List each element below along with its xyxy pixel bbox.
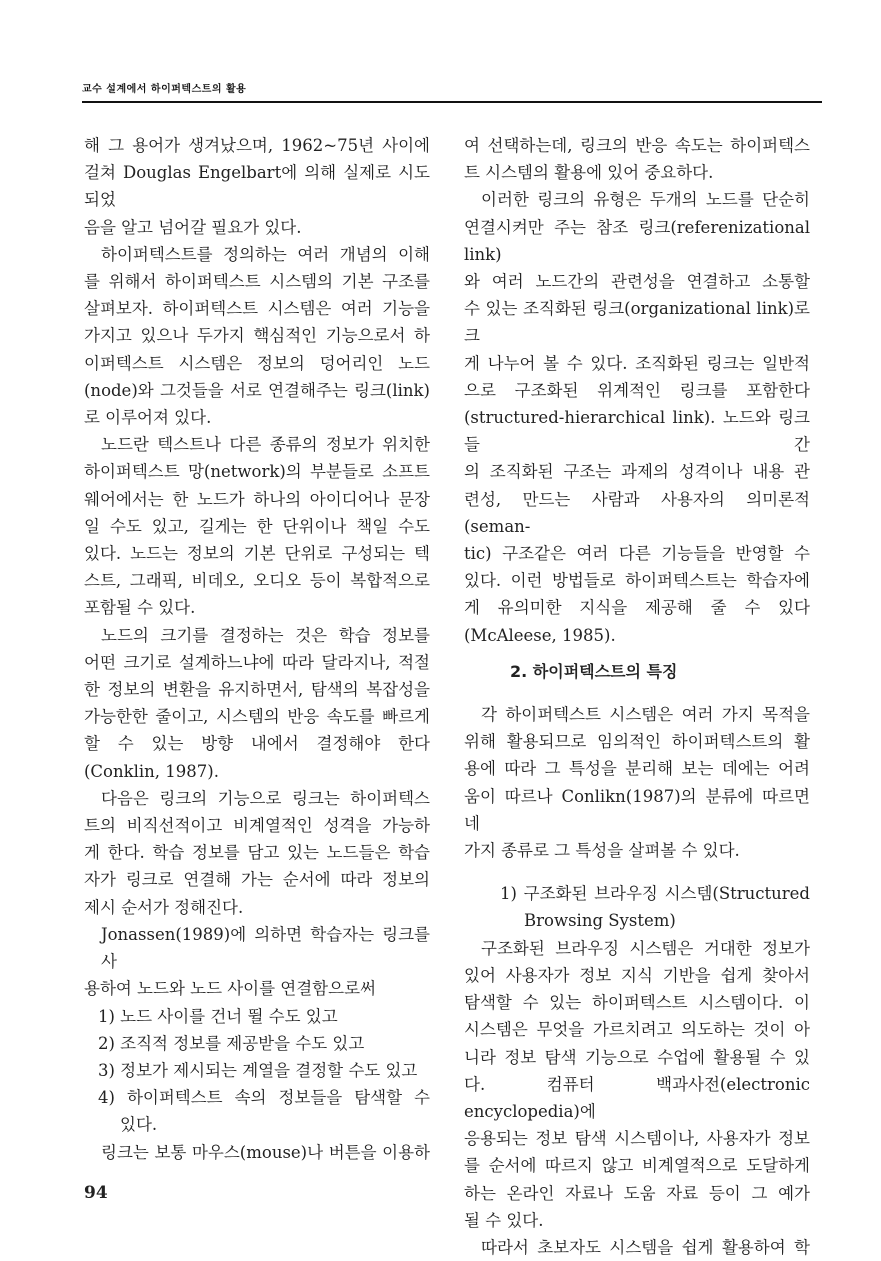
text-line: 있다. 노드는 정보의 기본 단위로 구성되는 텍	[84, 544, 430, 564]
text-line: 하는 온라인 자료나 도움 자료 등이 그 예가	[464, 1183, 810, 1203]
text-line: 게 한다. 학습 정보를 담고 있는 노드들은 학습	[84, 843, 430, 863]
text-line: 스트, 그래픽, 비데오, 오디오 등이 복합적으로	[84, 571, 430, 591]
text-line: 어떤 크기로 설계하느냐에 따라 달라지나, 적절	[84, 652, 430, 672]
text-line: 를 위해서 하이퍼텍스트 시스템의 기본 구조를	[84, 272, 430, 292]
text-line: 시스템은 무엇을 가르치려고 의도하는 것이 아	[464, 1020, 810, 1040]
text-line: 움이 따르나 Conlikn(1987)의 분류에 따르면 네	[464, 786, 810, 833]
text-line: 하이퍼텍스트 망(network)의 부분들로 소프트	[84, 462, 430, 482]
text-line: 용에 따라 그 특성을 분리해 보는 데에는 어려	[464, 759, 810, 779]
text-line: 각 하이퍼텍스트 시스템은 여러 가지 목적을	[481, 705, 810, 725]
text-line: 웨어에서는 한 노드가 하나의 아이디어나 문장	[84, 489, 430, 509]
text-line: 해 그 용어가 생겨났으며, 1962~75년 사이에	[84, 136, 430, 155]
text-line: 련성, 만드는 사람과 사용자의 의미론적(seman-	[464, 489, 810, 536]
text-line: (Conklin, 1987).	[84, 761, 219, 781]
text-line: 와 여러 노드간의 관련성을 연결하고 소통할	[464, 272, 810, 292]
text-line: 게 유의미한 지식을 제공해 줄 수 있다	[464, 598, 810, 618]
text-line: 1) 노드 사이를 건너 뛸 수도 있고	[98, 1006, 338, 1026]
section-heading: 2. 하이퍼텍스트의 특징	[510, 661, 678, 681]
text-line: (structured-hierarchical link). 노드와 링크들 간	[464, 408, 810, 455]
text-line: 응용되는 정보 탐색 시스템이나, 사용자가 정보	[464, 1129, 810, 1149]
text-line: (node)와 그것들을 서로 연결해주는 링크(link)	[84, 380, 430, 400]
text-line: 트의 비직선적이고 비계열적인 성격을 가능하	[84, 816, 430, 836]
text-line: 로 이루어져 있다.	[84, 408, 212, 428]
text-line: (McAleese, 1985).	[464, 625, 616, 645]
text-line: 가능한한 줄이고, 시스템의 반응 속도를 빠르게	[84, 707, 430, 727]
text-line: Browsing System)	[524, 911, 676, 931]
text-line: 따라서 초보자도 시스템을 쉽게 활용하여 학	[481, 1237, 810, 1257]
text-line: 걸쳐 Douglas Engelbart에 의해 실제로 시도되었	[84, 163, 430, 210]
text-line: 하이퍼텍스트를 정의하는 여러 개념의 이해	[101, 244, 430, 264]
text-line: 살펴보자. 하이퍼텍스트 시스템은 여러 기능을	[84, 299, 430, 319]
text-line: 가지 종류로 그 특성을 살펴볼 수 있다.	[464, 841, 740, 861]
text-line: 트 시스템의 활용에 있어 중요하다.	[464, 163, 714, 183]
text-line: 니라 정보 탐색 기능으로 수업에 활용될 수 있	[464, 1047, 810, 1067]
text-line: 노드란 텍스트나 다른 종류의 정보가 위치한	[101, 435, 430, 455]
text-line: 1) 구조화된 브라우징 시스템(Structured	[500, 884, 810, 904]
text-line: 용하여 노드와 노드 사이를 연결함으로써	[84, 979, 376, 999]
running-head: 교수 설계에서 하이퍼텍스트의 활용	[82, 84, 247, 95]
text-line: 수 있는 조직화된 링크(organizational link)로 크	[464, 299, 810, 346]
header-rule	[82, 101, 822, 103]
text-line: 할 수 있는 방향 내에서 결정해야 한다	[84, 734, 430, 754]
text-line: 여 선택하는데, 링크의 반응 속도는 하이퍼텍스	[464, 136, 810, 155]
right-column	[464, 132, 810, 1261]
text-line: 으로 구조화된 위계적인 링크를 포함한다	[464, 380, 810, 400]
text-line: 2) 조직적 정보를 제공받을 수도 있고	[98, 1033, 365, 1053]
text-line: 게 나누어 볼 수 있다. 조직화된 링크는 일반적	[464, 353, 810, 373]
text-line: 한 정보의 변환을 유지하면서, 탐색의 복잡성을	[84, 680, 430, 700]
text-line: tic) 구조같은 여러 다른 기능들을 반영할 수	[464, 544, 810, 564]
text-line: 음을 알고 넘어갈 필요가 있다.	[84, 217, 302, 237]
text-line: 다음은 링크의 기능으로 링크는 하이퍼텍스	[101, 788, 430, 808]
text-line: 4) 하이퍼텍스트 속의 정보들을 탐색할 수	[98, 1088, 430, 1108]
text-line: 가지고 있으나 두가지 핵심적인 기능으로서 하	[84, 326, 430, 346]
text-line: 다. 컴퓨터 백과사전(electronic encyclopedia)에	[464, 1074, 810, 1121]
text-line: 의 조직화된 구조는 과제의 성격이나 내용 관	[464, 462, 810, 482]
text-line: 제시 순서가 정해진다.	[84, 897, 244, 917]
text-line: 있다.	[120, 1115, 158, 1135]
text-line: 연결시켜만 주는 참조 링크(referenizational link)	[464, 217, 810, 264]
text-line: 3) 정보가 제시되는 계열을 결정할 수도 있고	[98, 1060, 418, 1080]
text-line: 일 수도 있고, 길게는 한 단위이나 책일 수도	[84, 516, 430, 536]
text-line: Jonassen(1989)에 의하면 학습자는 링크를 사	[101, 924, 430, 972]
text-line: 이러한 링크의 유형은 두개의 노드를 단순히	[481, 190, 810, 210]
text-line: 될 수 있다.	[464, 1210, 544, 1230]
text-line: 를 순서에 따르지 않고 비계열적으로 도달하게	[464, 1156, 810, 1176]
text-line: 구조화된 브라우징 시스템은 거대한 정보가	[481, 938, 810, 958]
text-line: 있다. 이런 방법들로 하이퍼텍스트는 학습자에	[464, 571, 810, 591]
text-line: 링크는 보통 마우스(mouse)나 버튼을 이용하	[101, 1142, 430, 1162]
left-column	[84, 132, 430, 1166]
text-line: 자가 링크로 연결해 가는 순서에 따라 정보의	[84, 870, 430, 890]
text-line: 노드의 크기를 결정하는 것은 학습 정보를	[101, 625, 430, 645]
text-line: 포함될 수 있다.	[84, 598, 196, 618]
text-line: 탐색할 수 있는 하이퍼텍스트 시스템이다. 이	[464, 993, 810, 1013]
text-line: 이퍼텍스트 시스템은 정보의 덩어리인 노드	[84, 353, 430, 373]
page-number: 94	[84, 1183, 108, 1203]
text-line: 위해 활용되므로 임의적인 하이퍼텍스트의 활	[464, 732, 810, 752]
text-line: 있어 사용자가 정보 지식 기반을 쉽게 찾아서	[464, 965, 810, 985]
